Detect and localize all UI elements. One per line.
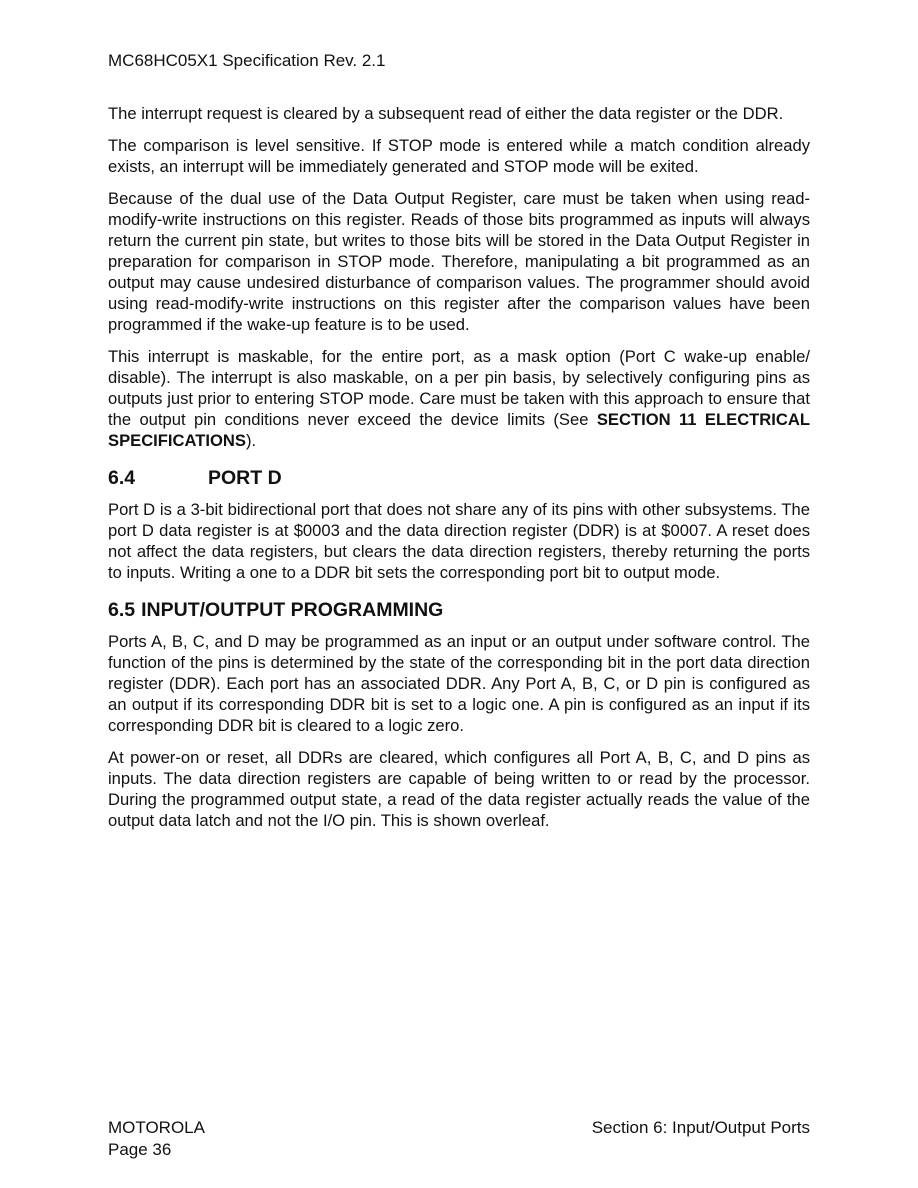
paragraph-interrupt-cleared: The interrupt request is cleared by a subsequent read of either the data register or the DDR.	[108, 104, 784, 123]
section-heading-port-d	[108, 466, 810, 490]
footer-company: MOTOROLA	[108, 1118, 205, 1137]
body-text	[108, 103, 810, 842]
paragraph-dual-use: Because of the dual use of the Data Output Register, care must be taken when using read-modify-write instructions on this register. Reads of those bits programmed as inputs will always return the current pin state, but writes to those bits will be stored in the Data Output Register in preparation for comparison in STOP mode. Therefore, manipulating a bit programmed as an output may cause undesired disturbance of comparison values. The programmer should avoid using read-modify-write instructions on this register after the comparison values have been programmed if the wake-up feature is to be used.	[108, 189, 810, 334]
electrical-spec-reference: SECTION 11 ELECTRICAL SPECIFICATIONS	[108, 410, 811, 450]
section-number: 6.5	[108, 599, 136, 621]
paragraph-port-d: Port D is a 3-bit bidirectional port that does not share any of its pins with other subsystems. The port D data register is at $0003 and the data direction register (DDR) is at $0007. A reset does not affect the data registers, but clears the data direction registers, thereby returning the ports to inputs. Writing a one to a DDR bit sets the corresponding port bit to output mode.	[108, 500, 810, 582]
section-heading-io-programming	[108, 598, 810, 622]
paragraph-power-on-reset: At power-on or reset, all DDRs are cleared, which configures all Port A, B, C, and D pins as inputs. The data direction registers are capable of being written to or read by the processor. During the programmed output state, a read of the data register actually reads the value of the output data latch and not the I/O pin. This is shown overleaf.	[108, 748, 810, 830]
paragraph-level-sensitive: The comparison is level sensitive. If STOP mode is entered while a match condition already exists, an interrupt will be immediately generated and STOP mode will be exited.	[108, 136, 810, 176]
paragraph-maskable	[108, 346, 810, 451]
section-number: 6.4	[108, 467, 136, 489]
maskable-tail: ).	[245, 431, 257, 450]
maskable-text: This interrupt is maskable, for the entire port, as a mask option (Port C wake-up enable/ disable). The interrupt is also maskable, on a per pin basis, by selectively configuring pins as outputs just prior to entering STOP mode. Care must be taken with this approach to ensure that the output pin conditions never exceed the device limits (See	[108, 347, 810, 429]
footer-section-label: Section 6: Input/Output Ports	[591, 1118, 810, 1137]
footer-left	[108, 1117, 205, 1161]
running-header: MC68HC05X1 Specification Rev. 2.1	[108, 51, 386, 70]
footer-page-number: Page 36	[108, 1140, 172, 1159]
document-page	[108, 0, 810, 1188]
paragraph-io-programming: Ports A, B, C, and D may be programmed as an input or an output under software control. The function of the pins is determined by the state of the corresponding bit in the port data direction register (DDR). Each port has an associated DDR. Any Port A, B, C, or D pin is configured as an output if its corresponding DDR bit is set to a logic one. A pin is configured as an input if its corresponding DDR bit is cleared to a logic zero.	[108, 632, 810, 735]
section-title: PORT D	[208, 467, 282, 489]
section-title: INPUT/OUTPUT PROGRAMMING	[141, 599, 444, 621]
